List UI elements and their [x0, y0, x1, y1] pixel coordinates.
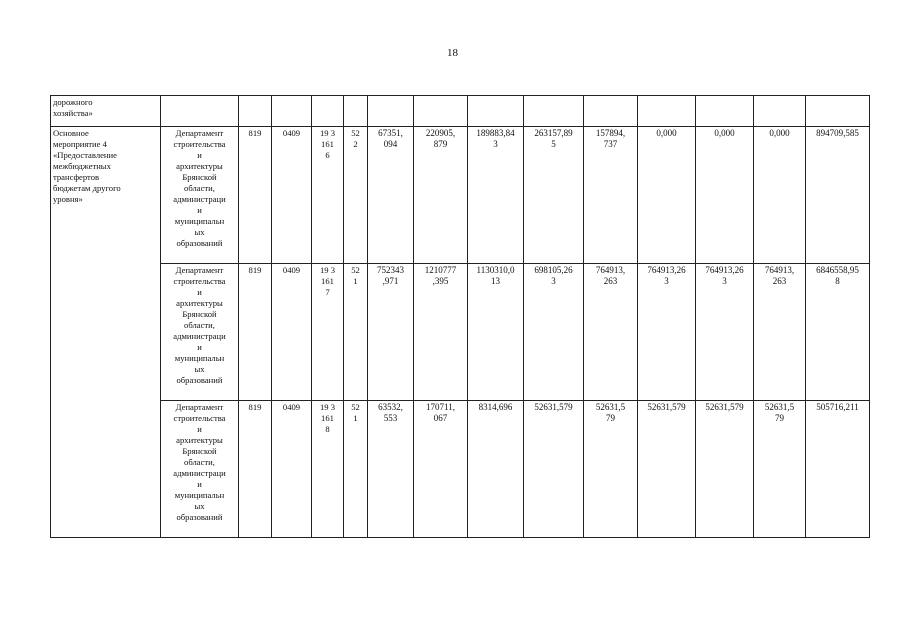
value-cell — [524, 127, 584, 264]
text-line: трансфертов — [53, 172, 100, 182]
text-line: 161 — [321, 139, 334, 149]
text-line: муниципальн — [174, 216, 225, 226]
text-line: 157894, — [595, 128, 626, 138]
measure-name — [51, 127, 161, 538]
executor-cell — [161, 127, 239, 264]
text-line: 263 — [772, 276, 787, 286]
vr-code — [344, 127, 368, 264]
value-cell — [638, 127, 696, 264]
text-line: строительства — [173, 276, 226, 286]
text-line: ,395 — [432, 276, 449, 286]
text-line: 6 — [325, 150, 330, 160]
text-line: администраци — [173, 331, 226, 341]
value-cell — [524, 264, 584, 401]
text-line: образований — [176, 238, 223, 248]
text-line: 0,000 — [769, 128, 790, 138]
text-line: области, — [184, 457, 215, 467]
text-line: 8 — [835, 276, 840, 286]
text-line: 52 — [351, 265, 360, 275]
value-cell — [754, 264, 806, 401]
table-row — [51, 127, 870, 264]
text-line: образований — [176, 375, 223, 385]
text-line: 67351, — [378, 128, 403, 138]
text-line: администраци — [173, 468, 226, 478]
value-cell — [468, 401, 524, 538]
value-cell — [368, 127, 414, 264]
value-cell — [468, 127, 524, 264]
text-line: Брянской — [182, 309, 217, 319]
rzpr-code: 0409 — [272, 127, 312, 264]
executor-cell — [161, 401, 239, 538]
value-cell — [524, 401, 584, 538]
value-cell — [414, 127, 468, 264]
text-line: 764913, — [764, 265, 795, 275]
text-line: 161 — [321, 413, 334, 423]
value-cell — [754, 127, 806, 264]
value-cell — [584, 401, 638, 538]
grbs-code: 819 — [239, 264, 272, 401]
value-cell — [696, 127, 754, 264]
text-line: 094 — [383, 139, 398, 149]
text-line: 52 — [351, 128, 360, 138]
text-line: 067 — [433, 413, 448, 423]
text-line: 698105,26 — [534, 265, 573, 275]
text-line: 764913, — [595, 265, 626, 275]
text-line: 263157,89 — [534, 128, 573, 138]
text-line: 3 — [551, 276, 556, 286]
text-line: 52631,5 — [764, 402, 795, 412]
text-line: хозяйства» — [53, 108, 93, 118]
text-line: 3 — [664, 276, 669, 286]
text-line: и — [197, 342, 202, 352]
value-cell — [368, 401, 414, 538]
text-line: Департамент — [175, 402, 224, 412]
value-cell — [414, 264, 468, 401]
text-line: мероприятие 4 — [53, 139, 107, 149]
value-cell — [806, 264, 870, 401]
text-line: Департамент — [175, 265, 224, 275]
text-line: 19 3 — [319, 402, 336, 412]
text-line: «Предоставление — [53, 150, 117, 160]
csr-code — [312, 127, 344, 264]
text-line: ых — [194, 364, 205, 374]
grbs-code: 819 — [239, 401, 272, 538]
text-line: 79 — [775, 413, 784, 423]
text-line: 52631,579 — [705, 402, 744, 412]
text-line: 1210777 — [424, 265, 457, 275]
text-line: 189883,84 — [476, 128, 515, 138]
text-line: архитектуры — [176, 298, 223, 308]
text-line: 52631,5 — [595, 402, 626, 412]
text-line: Департамент — [175, 128, 224, 138]
text-line: 3 — [493, 139, 498, 149]
text-line: администраци — [173, 194, 226, 204]
value-cell — [806, 401, 870, 538]
text-line: 170711, — [426, 402, 455, 412]
text-line: бюджетам другого — [53, 183, 121, 193]
text-line: 6846558,95 — [816, 265, 859, 275]
text-line: 1130310,0 — [476, 265, 515, 275]
text-line: 13 — [491, 276, 500, 286]
text-line: Основное — [53, 128, 89, 138]
text-line: 1 — [353, 413, 358, 423]
text-line: и — [197, 205, 202, 215]
text-line: 8 — [325, 424, 330, 434]
budget-table — [50, 95, 870, 538]
value-cell — [638, 401, 696, 538]
text-line: области, — [184, 320, 215, 330]
grbs-code: 819 — [239, 127, 272, 264]
value-cell — [584, 127, 638, 264]
text-line: 3 — [722, 276, 727, 286]
text-line: 161 — [321, 276, 334, 286]
text-line: 52 — [351, 402, 360, 412]
text-line: муниципальн — [174, 490, 225, 500]
text-line: 737 — [603, 139, 618, 149]
value-cell — [806, 127, 870, 264]
text-line: и — [197, 424, 202, 434]
text-line: ых — [194, 501, 205, 511]
text-line: дорожного — [53, 97, 93, 107]
rzpr-code: 0409 — [272, 264, 312, 401]
text-line: ых — [194, 227, 205, 237]
text-line: архитектуры — [176, 435, 223, 445]
text-line: 0,000 — [656, 128, 677, 138]
text-line: 0,000 — [714, 128, 735, 138]
page-number: 18 — [447, 47, 458, 59]
text-line: 52631,579 — [534, 402, 573, 412]
table-row — [51, 401, 870, 538]
text-line: 764913,26 — [705, 265, 744, 275]
value-cell — [696, 401, 754, 538]
value-cell — [414, 401, 468, 538]
value-cell — [638, 264, 696, 401]
text-line: 79 — [606, 413, 615, 423]
value-cell — [584, 264, 638, 401]
text-line: 894709,585 — [816, 128, 859, 138]
text-line: 19 3 — [319, 128, 336, 138]
vr-code — [344, 264, 368, 401]
value-cell — [754, 401, 806, 538]
text-line: уровня» — [53, 194, 83, 204]
text-line: 52631,579 — [647, 402, 686, 412]
text-line: 764913,26 — [647, 265, 686, 275]
text-line: области, — [184, 183, 215, 193]
text-line: 7 — [325, 287, 330, 297]
text-line: образований — [176, 512, 223, 522]
executor-cell — [161, 264, 239, 401]
text-line: 63532, — [378, 402, 403, 412]
csr-code — [312, 264, 344, 401]
value-cell — [696, 264, 754, 401]
table-row-prev — [51, 96, 870, 127]
text-line: строительства — [173, 139, 226, 149]
text-line: 263 — [603, 276, 618, 286]
text-line: Брянской — [182, 446, 217, 456]
text-line: 2 — [353, 139, 358, 149]
text-line: 5 — [551, 139, 556, 149]
text-line: 879 — [433, 139, 448, 149]
table-row — [51, 264, 870, 401]
text-line: и — [197, 287, 202, 297]
text-line: 505716,211 — [816, 402, 859, 412]
text-line: строительства — [173, 413, 226, 423]
text-line: 752343 — [377, 265, 404, 275]
text-line: 1 — [353, 276, 358, 286]
text-line: и — [197, 479, 202, 489]
csr-code — [312, 401, 344, 538]
text-line: межбюджетных — [53, 161, 111, 171]
vr-code — [344, 401, 368, 538]
text-line: архитектуры — [176, 161, 223, 171]
text-line: 8314,696 — [478, 402, 513, 412]
text-line: ,971 — [382, 276, 399, 286]
text-line: муниципальн — [174, 353, 225, 363]
text-line: Брянской — [182, 172, 217, 182]
value-cell — [468, 264, 524, 401]
text-line: 19 3 — [319, 265, 336, 275]
value-cell — [368, 264, 414, 401]
text-line: 553 — [383, 413, 398, 423]
prev-measure-name — [51, 96, 161, 127]
text-line: и — [197, 150, 202, 160]
text-line: 220905, — [425, 128, 456, 138]
rzpr-code: 0409 — [272, 401, 312, 538]
